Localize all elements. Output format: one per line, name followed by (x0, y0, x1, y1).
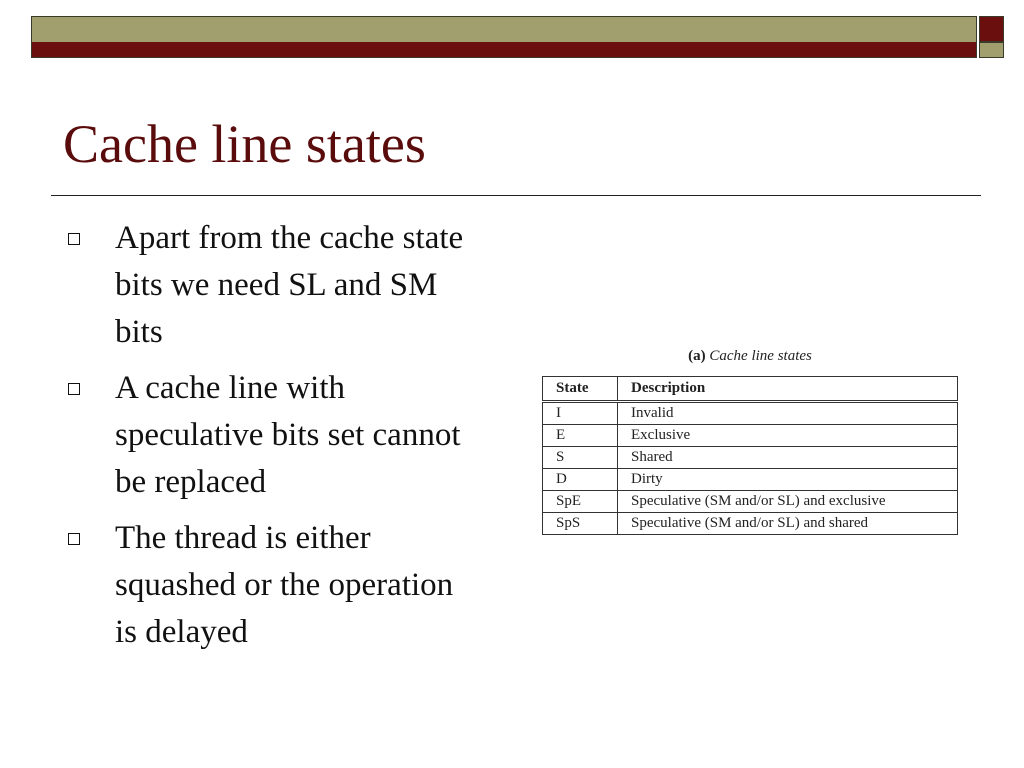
table-cell-state: I (543, 402, 618, 425)
table-header-state: State (543, 377, 618, 402)
bullet-item (63, 365, 473, 506)
bullet-list (63, 215, 473, 665)
bullet-item (63, 515, 473, 656)
bullet-item (63, 215, 473, 356)
table-row (543, 425, 958, 447)
table-row (543, 513, 958, 535)
table-cell-state: D (543, 469, 618, 491)
slide-title: Cache line states (63, 114, 426, 174)
table-cell-state: SpE (543, 491, 618, 513)
bullet-text: Apart from the cache state bits we need SL and SM bits (115, 220, 464, 350)
table-cell-description: Exclusive (618, 425, 958, 447)
table-row (543, 469, 958, 491)
header-band-red (31, 42, 977, 58)
table-header-description: Description (618, 377, 958, 402)
header-square-olive (979, 42, 1004, 58)
cache-state-table (542, 376, 958, 535)
table-row (543, 447, 958, 469)
bullet-text: The thread is either squashed or the operation is delayed (115, 520, 454, 650)
table-cell-description: Shared (618, 447, 958, 469)
table-cell-description: Speculative (SM and/or SL) and exclusive (618, 491, 958, 513)
table-row (543, 491, 958, 513)
table-cell-state: S (543, 447, 618, 469)
table-cell-state: SpS (543, 513, 618, 535)
table-cell-description: Invalid (618, 402, 958, 425)
hollow-square-bullet-icon (68, 383, 80, 395)
hollow-square-bullet-icon (68, 533, 80, 545)
title-divider (51, 195, 981, 196)
table-row (543, 402, 958, 425)
figure-caption-text: Cache line states (709, 348, 812, 364)
figure-caption (542, 348, 958, 365)
table-cell-description: Speculative (SM and/or SL) and shared (618, 513, 958, 535)
hollow-square-bullet-icon (68, 233, 80, 245)
figure-caption-label: (a) (688, 348, 706, 364)
header-band-olive (31, 16, 977, 42)
header-square-red (979, 16, 1004, 42)
bullet-text: A cache line with speculative bits set cannot be replaced (115, 370, 461, 500)
table-header-row (543, 377, 958, 402)
table-cell-state: E (543, 425, 618, 447)
table-cell-description: Dirty (618, 469, 958, 491)
